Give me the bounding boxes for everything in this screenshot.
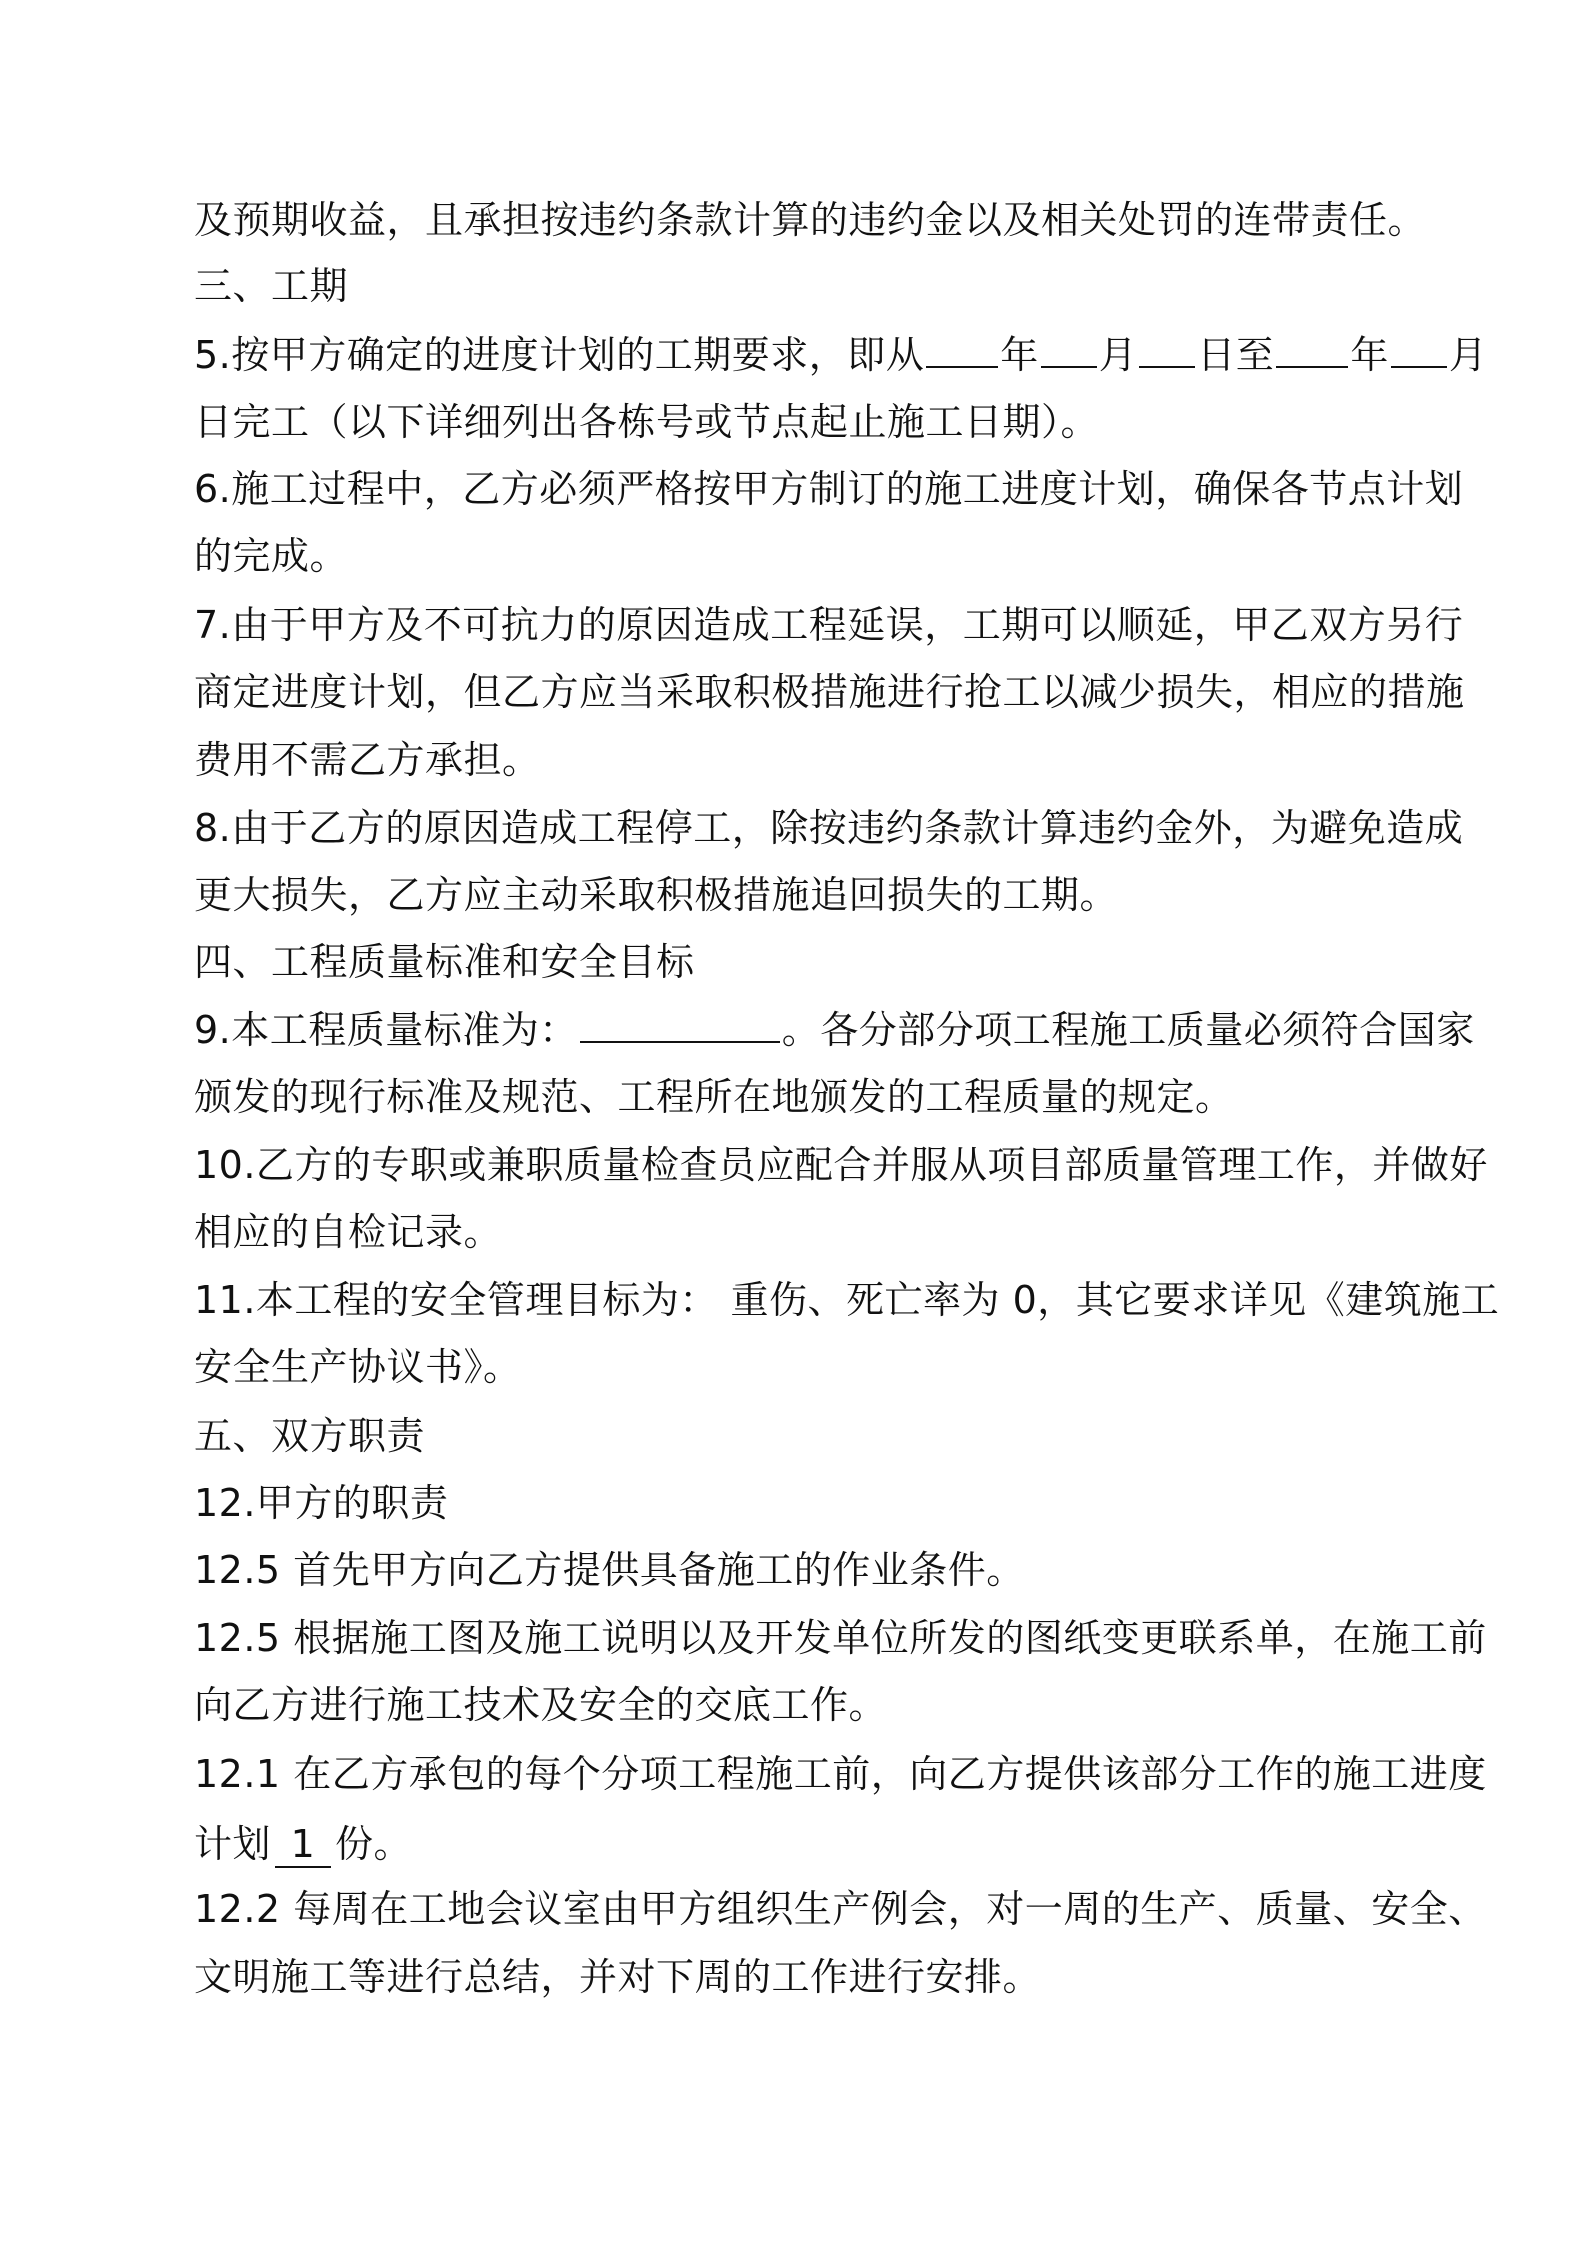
clause-5-line-2 bbox=[194, 398, 1099, 446]
year-blank-1 bbox=[926, 330, 998, 368]
text: 11.本工程的安全管理目标为： 重伤、死亡率为 0，其它要求详见《建筑施工 bbox=[194, 1278, 1500, 1322]
text: 份。 bbox=[335, 1822, 413, 1866]
text: 12.5 根据施工图及施工说明以及开发单位所发的图纸变更联系单，在施工前 bbox=[194, 1616, 1487, 1660]
section-heading-4 bbox=[194, 938, 695, 986]
text: 计划 bbox=[194, 1822, 272, 1866]
clause-12-5b-line-2 bbox=[194, 1681, 887, 1729]
clause-12-2-line-1 bbox=[194, 1885, 1487, 1933]
text: 及预期收益，且承担按违约条款计算的违约金以及相关处罚的连带责任。 bbox=[194, 198, 1427, 242]
clause-12-1-line-2 bbox=[194, 1820, 412, 1868]
text: 文明施工等进行总结，并对下周的工作进行安排。 bbox=[194, 1955, 1042, 1999]
text: 12.1 在乙方承包的每个分项工程施工前，向乙方提供该部分工作的施工进度 bbox=[194, 1752, 1487, 1796]
clause-8-line-2 bbox=[194, 871, 1118, 919]
text: 日至 bbox=[1197, 333, 1275, 377]
text: 。各分部分项工程施工质量必须符合国家 bbox=[781, 1008, 1475, 1052]
clause-12-1-line-1 bbox=[194, 1750, 1487, 1798]
text: 12.甲方的职责 bbox=[194, 1481, 449, 1525]
month-blank-2 bbox=[1391, 330, 1447, 368]
clause-10-line-2 bbox=[194, 1208, 502, 1256]
plan-copies-value: 1 bbox=[275, 1822, 331, 1868]
text: 向乙方进行施工技术及安全的交底工作。 bbox=[194, 1683, 888, 1727]
quality-standard-blank bbox=[580, 1005, 780, 1043]
clause-6-line-2 bbox=[194, 532, 348, 580]
clause-11-line-1 bbox=[194, 1276, 1499, 1324]
clause-5-line-1 bbox=[194, 330, 1487, 378]
clause-12-5b-line-1 bbox=[194, 1614, 1487, 1662]
text: 月 bbox=[1098, 333, 1138, 377]
heading-text: 五、双方职责 bbox=[194, 1414, 426, 1458]
text: 5.按甲方确定的进度计划的工期要求，即从 bbox=[194, 333, 925, 377]
clause-12-heading bbox=[194, 1479, 448, 1527]
text: 颁发的现行标准及规范、工程所在地颁发的工程质量的规定。 bbox=[194, 1075, 1234, 1119]
clause-9-line-1 bbox=[194, 1005, 1475, 1053]
text: 日完工（以下详细列出各栋号或节点起止施工日期）。 bbox=[194, 400, 1100, 444]
month-blank-1 bbox=[1041, 330, 1097, 368]
section-heading-5 bbox=[194, 1412, 425, 1460]
text: 10.乙方的专职或兼职质量检查员应配合并服从项目部质量管理工作，并做好 bbox=[194, 1143, 1488, 1187]
paragraph-line bbox=[194, 196, 1426, 244]
clause-9-line-2 bbox=[194, 1073, 1234, 1121]
heading-text: 四、工程质量标准和安全目标 bbox=[194, 940, 695, 984]
text: 7.由于甲方及不可抗力的原因造成工程延误，工期可以顺延，甲乙双方另行 bbox=[194, 603, 1464, 647]
clause-12-5a bbox=[194, 1546, 1025, 1594]
clause-7-line-3 bbox=[194, 736, 541, 784]
heading-text: 三、工期 bbox=[194, 264, 349, 308]
clause-7-line-1 bbox=[194, 601, 1463, 649]
text: 月 bbox=[1448, 333, 1488, 377]
text: 年 bbox=[1000, 333, 1039, 377]
text: 年 bbox=[1350, 333, 1389, 377]
text: 12.5 首先甲方向乙方提供具备施工的作业条件。 bbox=[194, 1548, 1025, 1592]
text: 费用不需乙方承担。 bbox=[194, 738, 541, 782]
text: 6.施工过程中，乙方必须严格按甲方制订的施工进度计划，确保各节点计划 bbox=[194, 467, 1464, 511]
year-blank-2 bbox=[1276, 330, 1348, 368]
text: 安全生产协议书》。 bbox=[194, 1345, 522, 1389]
clause-6-line-1 bbox=[194, 465, 1463, 513]
clause-10-line-1 bbox=[194, 1141, 1488, 1189]
text: 12.2 每周在工地会议室由甲方组织生产例会，对一周的生产、质量、安全、 bbox=[194, 1887, 1487, 1931]
section-heading-3 bbox=[194, 262, 348, 310]
text: 8.由于乙方的原因造成工程停工，除按违约条款计算违约金外，为避免造成 bbox=[194, 806, 1464, 850]
day-blank-1 bbox=[1139, 330, 1195, 368]
clause-7-line-2 bbox=[194, 668, 1465, 716]
text: 相应的自检记录。 bbox=[194, 1210, 503, 1254]
text: 9.本工程质量标准为： bbox=[194, 1008, 578, 1052]
text: 的完成。 bbox=[194, 534, 349, 578]
text: 商定进度计划，但乙方应当采取积极措施进行抢工以减少损失，相应的措施 bbox=[194, 670, 1465, 714]
clause-8-line-1 bbox=[194, 804, 1463, 852]
clause-11-line-2 bbox=[194, 1343, 522, 1391]
clause-12-2-line-2 bbox=[194, 1953, 1041, 2001]
text: 更大损失，乙方应主动采取积极措施追回损失的工期。 bbox=[194, 873, 1119, 917]
